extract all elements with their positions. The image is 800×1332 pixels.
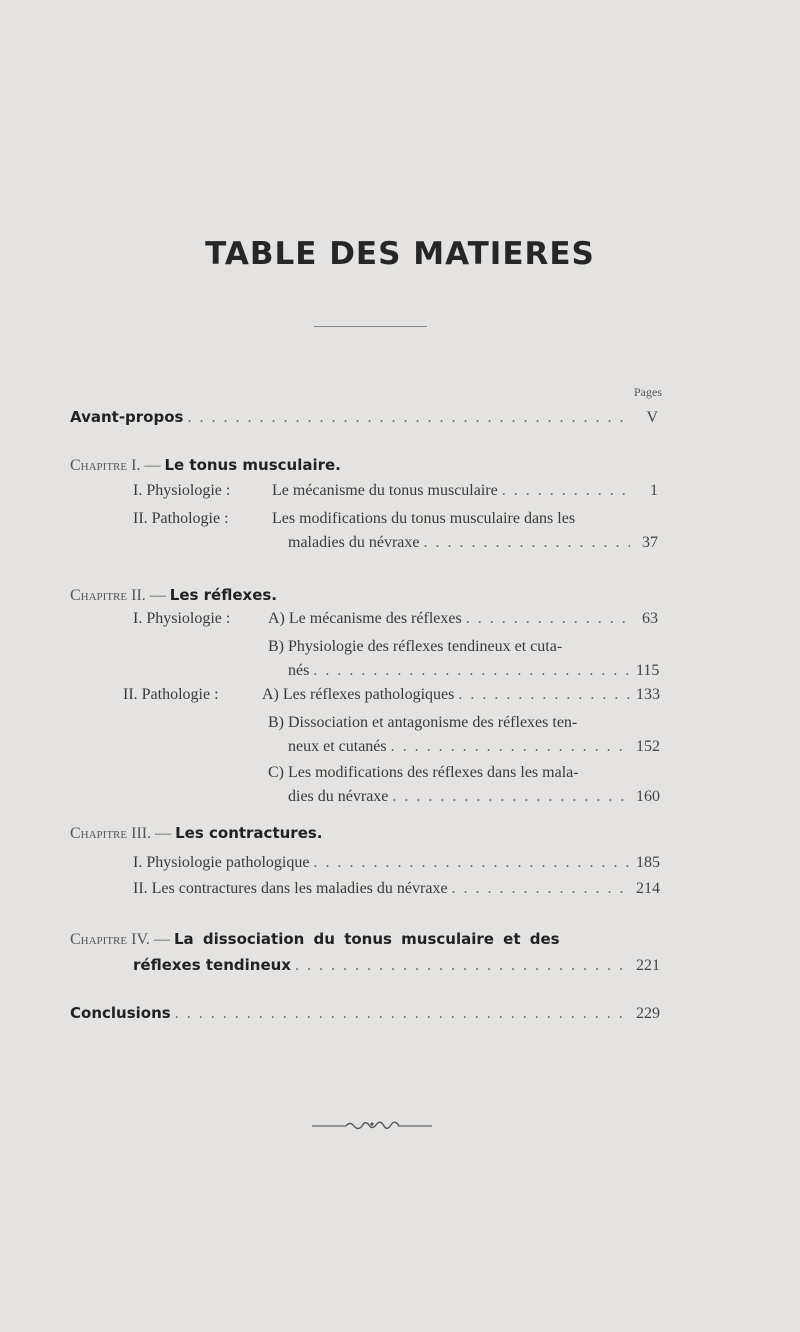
page-number: 37 [642,534,658,551]
page-number: 214 [636,880,660,897]
page-number: 152 [636,738,660,755]
toc-entry-ch1-physiologie[interactable] [272,480,658,502]
entry-text: A) Le mécanisme des réflexes [268,610,462,627]
chapter-title: La dissociation du tonus musculaire et des [173,930,560,948]
chapter-3-heading [70,822,323,845]
chapter-4-heading [70,928,560,951]
dot-leader [452,878,630,900]
toc-entry-ch3-contractures[interactable] [133,878,658,900]
entry-text: I. Physiologie pathologique [133,854,310,871]
chapter-title-continued: réflexes tendineux [133,956,291,974]
entry-text: Les modifications du tonus musculaire dans les [272,510,576,527]
entry-text: neux et cutanés [288,738,387,755]
page-title: TABLE DES MATIERES [205,236,595,272]
toc-entry-ch4[interactable] [133,954,658,977]
dot-leader [295,955,630,977]
chapter-title: Le tonus musculaire. [164,456,341,474]
title-rule [314,326,427,327]
toc-entry-ch2-reflexes-pathologiques[interactable] [262,684,658,706]
page-number: V [646,409,658,426]
chapter-prefix: Chapitre IV. — [70,931,170,948]
page-number: 115 [636,662,660,679]
dot-leader [466,608,630,630]
toc-entry-ch2-physiologie-reflexes[interactable] [288,660,658,682]
entry-text: B) Physiologie des réflexes tendineux et cuta- [268,638,563,655]
entry-text: dies du névraxe [288,788,389,805]
toc-entry-ch3-physiologie[interactable] [133,852,658,874]
entry-text: A) Les réflexes pathologiques [262,686,455,703]
dot-leader [392,786,630,808]
dot-leader [175,1003,630,1025]
section-label: II. Pathologie : [133,510,229,527]
toc-entry-ch2-modifications[interactable] [288,786,658,808]
dot-leader [391,736,630,758]
entry-text: nés [288,662,310,679]
page-number: 63 [642,610,658,627]
dot-leader [458,684,630,706]
dot-leader [424,532,631,554]
page-number: 229 [636,1005,660,1022]
toc-entry-avant-propos[interactable] [70,406,658,429]
chapter-title: Les contractures. [175,824,323,842]
toc-entry-ch2-mecanisme[interactable] [268,608,658,630]
chapter-2-heading [70,584,277,607]
page-number: 185 [636,854,660,871]
chapter-prefix: Chapitre I. — [70,457,161,474]
entry-label: Avant-propos [70,408,184,426]
pages-column-label: Pages [634,385,662,399]
entry-text: maladies du névraxe [288,534,420,551]
section-label: II. Pathologie : [123,686,219,703]
toc-entry-ch1-pathologie[interactable] [288,532,658,554]
entry-text: C) Les modifications des réflexes dans les mala- [268,764,579,781]
chapter-title: Les réflexes. [169,586,278,604]
entry-text: II. Les contractures dans les maladies du névraxe [133,880,448,897]
entry-text: Le mécanisme du tonus musculaire [272,482,498,499]
toc-entry-conclusions[interactable] [70,1002,658,1025]
section-label: I. Physiologie : [133,482,231,499]
page-number: 160 [636,788,660,805]
chapter-prefix: Chapitre III. — [70,825,172,842]
entry-text: B) Dissociation et antagonisme des réflexes ten- [268,714,578,731]
toc-entry-ch2-dissociation[interactable] [288,736,658,758]
page-number: 1 [650,482,658,499]
chapter-prefix: Chapitre II. — [70,587,166,604]
dot-leader [187,407,630,429]
ornament-flourish-icon [312,1118,432,1134]
page-number: 133 [636,686,660,703]
entry-label: Conclusions [70,1004,171,1022]
page-number: 221 [636,957,660,974]
chapter-1-heading [70,454,341,477]
dot-leader [502,480,630,502]
section-label: I. Physiologie : [133,610,231,627]
dot-leader [313,660,630,682]
dot-leader [313,852,630,874]
